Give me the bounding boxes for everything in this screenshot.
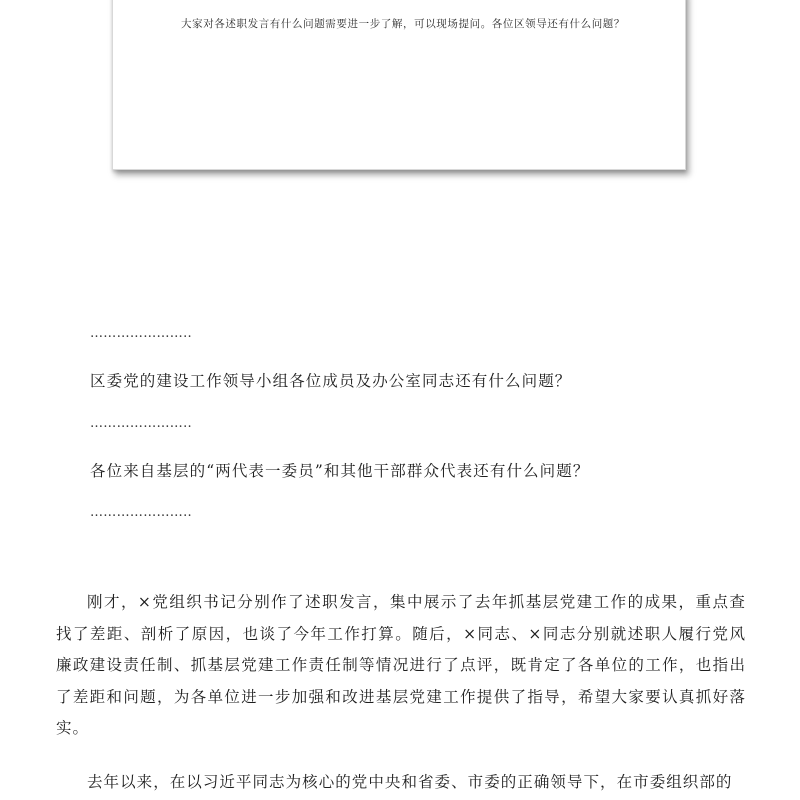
preview-page-text: 大家对各述职发言有什么问题需要进一步了解，可以现场提问。各位区领导还有什么问题？: [181, 18, 625, 30]
ellipsis-3: …………………..: [90, 505, 192, 520]
question-1: 区委党的建设工作领导小组各位成员及办公室同志还有什么问题？: [90, 372, 572, 390]
question-2: 各位来自基层的“两代表一委员”和其他干部群众代表还有什么问题？: [90, 462, 590, 480]
ellipsis-2: …………………..: [90, 416, 192, 431]
paragraph-1: 刚才，×党组织书记分别作了述职发言，集中展示了去年抓基层党建工作的成果，重点查找了差距、剖析了原因，也谈了今年工作打算。随后，×同志、×同志分别就述职人履行党风廉政建设责任制、抓基层党建工作责任制等情况进行了点评，既肯定了各单位的工作，也指出了差距和问题，为各单位进一步加强和改进基层党建工作提供了指导，希望大家要认真抓好落实。: [56, 593, 746, 737]
paragraph-2: 去年以来，在以习近平同志为核心的党中央和省委、市委的正确领导下，在市委组织部的: [87, 773, 733, 791]
ellipsis-1: …………………..: [90, 326, 192, 341]
